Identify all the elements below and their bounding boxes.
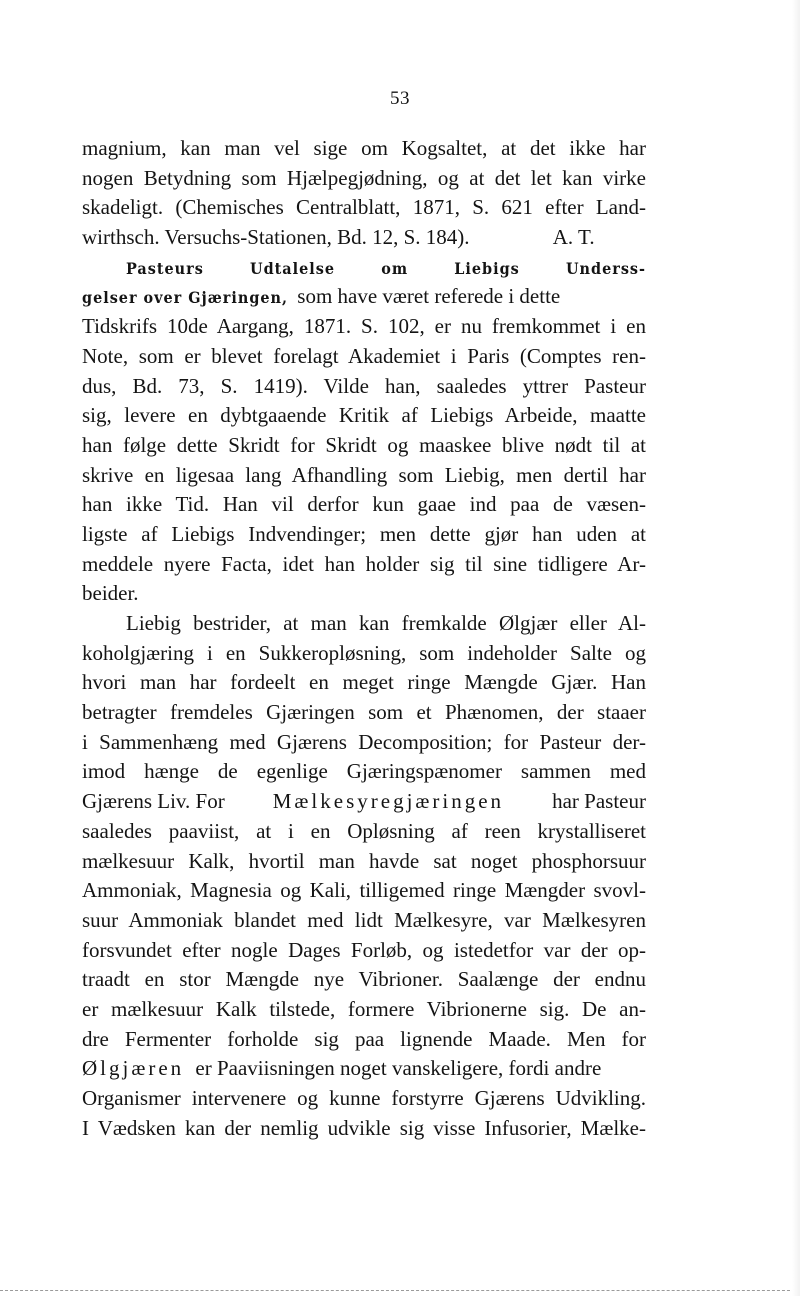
emphasized-term: Ølgjæren <box>82 1056 185 1081</box>
text-line: ligste af Liebigs Indvendinger; men dette gjør han uden at <box>82 521 646 546</box>
text-line: er mælkesuur Kalk tilstede, formere Vibrionerne sig. De an- <box>82 996 646 1021</box>
text-line: hvori man har fordeelt en meget ringe Mængde Gjær. Han <box>82 670 646 695</box>
text-fragment: Gjærens Liv. For <box>82 789 225 814</box>
heading-text: Pasteurs Udtalelse om Liebigs Underss- <box>126 258 646 278</box>
text-line: han ikke Tid. Han vil derfor kun gaae ind paa de væsen- <box>82 492 646 517</box>
text-line: dre Fermenter forholde sig paa lignende Maade. Men for <box>82 1026 646 1051</box>
text-line: Ammoniak, Magnesia og Kali, tilligemed ringe Mængder svovl- <box>82 878 646 903</box>
text-line: i Sammenhæng med Gjærens Decomposition; for Pasteur der- <box>82 729 646 754</box>
text-line: betragter fremdeles Gjæringen som et Phænomen, der staaer <box>82 700 646 725</box>
text-fragment: som have været referede i dette <box>297 284 561 309</box>
author-signature: A. T. <box>552 225 595 250</box>
text-line: beider. <box>82 581 139 606</box>
text-line: I Vædsken kan der nemlig udvikle sig visse Infusorier, Mælke- <box>82 1115 646 1140</box>
text-fragment: har Pasteur <box>552 789 646 814</box>
text-line: skrive en ligesaa lang Afhandling som Liebig, men dertil har <box>82 462 646 487</box>
body-text <box>82 134 646 1143</box>
page-right-edge <box>792 0 800 1296</box>
text-line: saaledes paaviist, at i en Opløsning af reen krystalliseret <box>82 818 646 843</box>
page-bottom-edge <box>0 1290 800 1291</box>
text-line: magnium, kan man vel sige om Kogsaltet, at det ikke har <box>82 136 646 160</box>
text-line: sig, levere en dybtgaaende Kritik af Liebigs Arbeide, maatte <box>82 403 646 428</box>
text-line: traadt en stor Mængde nye Vibrioner. Saalænge der endnu <box>82 967 646 992</box>
text-line: koholgjæring i en Sukkeropløsning, som indeholder Salte og <box>82 640 646 665</box>
text-line <box>82 282 646 312</box>
heading-text-continued: gelser over Gjæringen, <box>82 288 289 308</box>
page-number: 53 <box>390 88 410 109</box>
text-line: Organismer intervenere og kunne forstyrre Gjærens Udvikling. <box>82 1086 646 1110</box>
emphasized-term: Mælkesyregjæringen <box>272 789 505 814</box>
text-line: meddele nyere Facta, idet han holder sig til sine tidligere Ar- <box>82 551 646 576</box>
text-line: suur Ammoniak blandet med lidt Mælkesyre, var Mælkesyren <box>82 907 646 932</box>
text-line <box>82 223 646 253</box>
text-line: mælkesuur Kalk, hvortil man havde sat noget phosphorsuur <box>82 848 646 873</box>
text-line: han følge dette Skridt for Skridt og maaskee blive nødt til at <box>82 432 646 457</box>
text-line: imod hænge de egenlige Gjæringspænomer sammen med <box>82 759 646 784</box>
text-line: dus, Bd. 73, S. 1419). Vilde han, saaledes yttrer Pasteur <box>82 373 646 398</box>
text-line: forsvundet efter nogle Dages Forløb, og istedetfor var der op- <box>82 937 646 962</box>
text-line: Tidskrifs 10de Aargang, 1871. S. 102, er nu fremkommet i en <box>82 314 646 339</box>
text-line: Note, som er blevet forelagt Akademiet i Paris (Comptes ren- <box>82 343 646 368</box>
text-line: nogen Betydning som Hjælpegjødning, og at det let kan virke <box>82 165 646 190</box>
text-fragment: er Paaviisningen noget vanskeligere, fordi andre <box>195 1056 602 1081</box>
text-line <box>82 1054 646 1084</box>
citation-text: wirthsch. Versuchs-Stationen, Bd. 12, S. 184). <box>82 225 470 250</box>
text-line: skadeligt. (Chemisches Centralblatt, 1871, S. 621 efter Land- <box>82 195 646 220</box>
text-line: Liebig bestrider, at man kan fremkalde Ølgjær eller Al- <box>126 611 646 635</box>
section-heading <box>82 253 646 283</box>
text-line <box>82 787 646 817</box>
